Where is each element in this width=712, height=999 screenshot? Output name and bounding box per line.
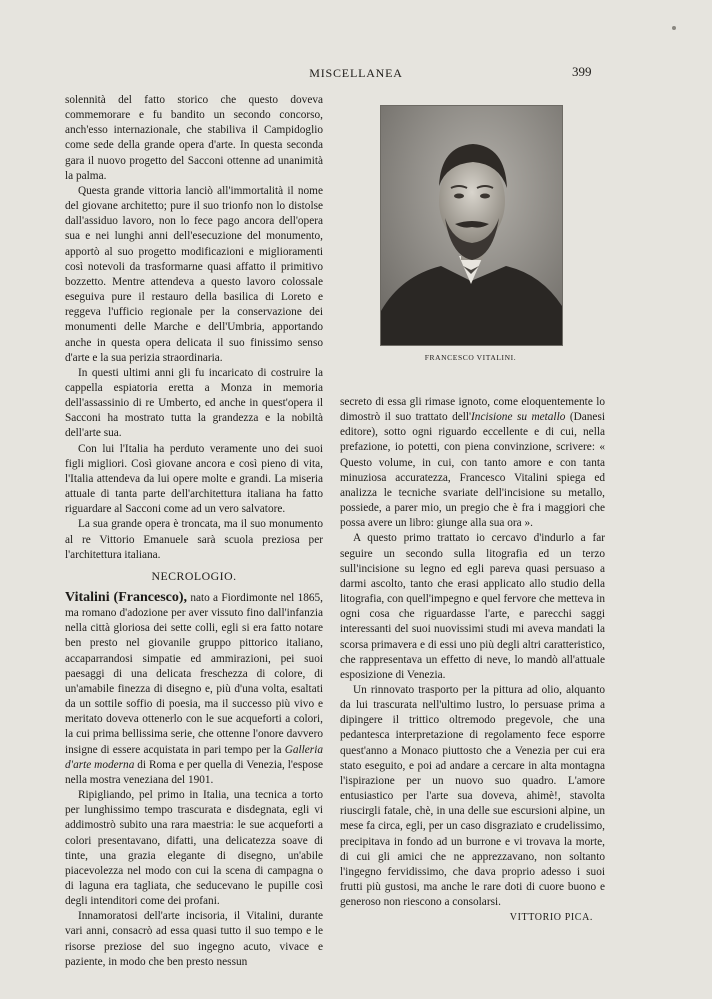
- gallery-title: Galleria d'arte moderna: [65, 743, 323, 771]
- paragraph: Un rinnovato trasporto per la pittura ad olio, alquanto da lui trascurata nell'ultimo lustro, lo persuase prima a dipingere il trittico oltremodo pregevole, che una pedantesca interpretazione di regolamento fece esporre quest'anno a Monaco piuttosto che a Venezia per cui era stato eseguito, e poi ad andare a cercare in alta montagna l'ispirazione per un nuovo suo quadro. L'amore entusiastico per l'arte sua doveva, ahimè!, stavolta riuscirgli fatale, chè, in una delle sue escursioni alpine, un mese fa circa, egli, per un caso disgraziato e crudelissimo, precipitava in fondo ad un burrone e vi trovava la morte, di cui gli amici che ne apprezzavano, non soltanto l'ingegno fervidissimo, che dava proprio adesso i suoi frutti più gustosi, ma anche le rare doti di cuore buono e generoso non riescono a consolarsi.: [340, 683, 605, 909]
- paragraph: [340, 395, 605, 531]
- right-column: [340, 395, 605, 925]
- section-heading: NECROLOGIO.: [151, 568, 237, 583]
- text-run: (Danesi editore), sotto ogni riguardo eccellente e di cui, nella prefazione, io potetti, con piena convinzione, scrivere: « Questo volume, in cui, con tanto amore e con tanta minuziosa accuratezza, Francesco Vitalini spiega ed analizza le tecniche svariate dell'incisione su metallo, possiede, a parer mio, un pregio che è fra i maggiori che possa avere un libro: giunge alla sua ora ».: [340, 411, 605, 530]
- paragraph: In questi ultimi anni gli fu incaricato di costruire la cappella espiatoria eretta a Monza in memoria dell'assassinio di re Umberto, ed anche in quest'opera il Sacconi ha mostrato tutta la grandezza e la nobiltà dell'arte sua.: [65, 366, 323, 440]
- book-title: Incisione su metallo: [471, 411, 566, 424]
- paragraph: Con lui l'Italia ha perduto veramente uno dei suoi figli migliori. Così giovane ancora e così pieno di vita, l'Italia attendeva da lui opere molte e grandi. La miseria attuale di tanta parte dell'architettura italiana ha fatto riguardare al Sacconi come ad un vero salvatore.: [65, 442, 323, 516]
- paragraph: A questo primo trattato io cercavo d'indurlo a far seguire un secondo sulla litografia ed un terzo sull'incisione su legno ed egli pareva quasi persuaso a darmi ascolto, tanto che erasi applicato allo studio della litografia, con quell'impegno e quel fervore che metteva in ogni cosa che riguardasse l'arte, e parecchi saggi interessanti del suoi nuovissimi studi mi aveva mandati la scorsa primavera e di essi uno più degli altri caratteristico, che rappresentava un effetto di neve, lo mandò all'attuale esposizione di Venezia.: [340, 532, 605, 681]
- paragraph: Questa grande vittoria lanciò all'immortalità il nome del giovane architetto; pure il suo trionfo non lo distolse dall'assiduo lavoro, non lo fece pago ancora dell'opera sua e nei lunghi anni dell'esecuzione del monumento, apportò al suo progetto modificazioni e miglioramenti così notevoli da trasformarne quasi affatto il primitivo bozzetto. Mentre attendeva a questo lavoro colossale eseguiva pure il restauro della basilica di Loreto e reggeva l'ufficio regionale per la conservazione dei monumenti delle Marche e dell'Umbria, apportando anche in questa opera delicata il suo finissimo senso d'arte e la sua perizia straordinaria.: [65, 184, 323, 364]
- portrait-illustration: [381, 106, 562, 345]
- subject-name: Vitalini (Francesco),: [65, 590, 188, 605]
- paragraph: Innamoratosi dell'arte incisoria, il Vitalini, durante vari anni, consacrò ad essa quasi tutto il suo tempo e le risorse preziose del suo ingegno acuto, vivace e paziente, in modo che ben presto nessun: [65, 910, 323, 968]
- portrait-photo: [380, 105, 563, 346]
- text-run: secreto di essa gli rimase ignoto, come eloquentemente lo dimostrò il suo trattato dell': [340, 396, 605, 424]
- portrait-caption: FRANCESCO VITALINI.: [424, 353, 517, 362]
- paragraph: La sua grande opera è troncata, ma il suo monumento al re Vittorio Emanuele sarà scuola preziosa per l'architettura italiana.: [65, 518, 323, 561]
- paragraph: solennità del fatto storico che questo doveva commemorare e fu bandito un secondo concorso, anch'esso internazionale, che stabiliva il Campidoglio come sede della grande opera d'arte. In questa seconda gara il nuovo progetto del Sacconi ottenne ad unanimità la palma.: [65, 94, 323, 182]
- intro-text-a: nato a Fiordimonte nel 1865, ma romano d'adozione per aver vissuto fino dall'infanzia nella città gloriosa dei sette colli, egli si era fatto notare ben presto nel giovanile gruppo pittorico italiano, accaparrandosi simpatie ed ammirazioni, pei suoi paesaggi di una delicata freschezza di colore, di un'amabile finezza di disegno e, più d'una volta, esaltati da un sottile soffio di poesia, ma il successo più vivo e meritato doveva ottenerlo con le sue acqueforti a colori, la cui prima bellissima serie, che ottenne l'onore davvero insigne di essere acquistata in pari tempo per la: [65, 592, 323, 756]
- obituary-intro: [65, 590, 323, 788]
- left-column: [65, 93, 323, 970]
- author-signature: VITTORIO PICA.: [509, 912, 593, 924]
- intro-text-b: di Roma e per quella di Venezia, l'espose nella mostra veneziana del 1901.: [65, 758, 324, 786]
- page-number: 399: [572, 64, 592, 79]
- paper-speck: [672, 26, 676, 30]
- paragraph: Ripigliando, pel primo in Italia, una tecnica a torto per lunghissimo tempo trascurata e disdegnata, egli vi addimostrò subito una rara maestria: le sue acqueforti a colori presentavano, difatti, una delicatezza soave di tinte, una grazia elegante di disegno, un'abile piacevolezza nel modo con cui la scena di campagna o di laguna era tagliata, che seducevano le pupille così degli intenditori come dei profani.: [65, 789, 323, 908]
- running-header: MISCELLANEA: [309, 66, 403, 80]
